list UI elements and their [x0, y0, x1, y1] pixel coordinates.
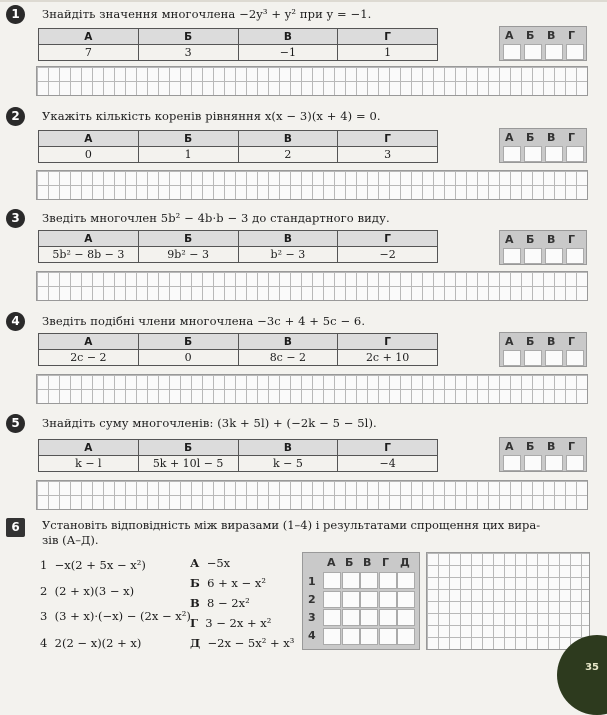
matrix-answer-cell[interactable]	[379, 609, 397, 626]
result-item	[190, 596, 250, 610]
answer-letter: Г	[568, 131, 576, 144]
option-value: k − l	[39, 456, 139, 472]
option-letter: Г	[338, 334, 438, 350]
answer-cell[interactable]	[566, 455, 584, 471]
expression-label: 3	[40, 609, 48, 623]
result-label: Д	[190, 636, 201, 650]
answer-letter: Б	[526, 440, 535, 453]
option-letter: В	[238, 29, 338, 45]
expression-item	[40, 584, 134, 598]
result-item	[190, 616, 271, 630]
option-letter: А	[39, 231, 139, 247]
scratch-grid[interactable]	[426, 552, 590, 650]
answer-box	[499, 332, 587, 367]
matrix-answer-cell[interactable]	[360, 628, 378, 645]
answer-cell[interactable]	[545, 248, 563, 264]
answer-cell[interactable]	[503, 44, 521, 60]
answer-cell[interactable]	[503, 248, 521, 264]
answer-cell[interactable]	[503, 455, 521, 471]
answer-cell[interactable]	[524, 44, 542, 60]
matrix-answer-cell[interactable]	[397, 572, 415, 589]
expression-text: (2 + x)(3 − x)	[54, 584, 135, 598]
matrix-col-label: А	[327, 556, 336, 569]
option-letter: Б	[138, 440, 238, 456]
matrix-answer-cell[interactable]	[360, 591, 378, 608]
scratch-grid[interactable]	[36, 480, 588, 510]
option-letter: Г	[338, 231, 438, 247]
expression-text: −x(2 + 5x − x²)	[54, 558, 146, 572]
matrix-row-label: 3	[308, 611, 316, 624]
answer-cell[interactable]	[566, 248, 584, 264]
scratch-grid[interactable]	[36, 66, 588, 96]
expression-text: 2(2 − x)(2 + x)	[54, 636, 142, 650]
answer-letter: Г	[568, 440, 576, 453]
options-table	[38, 230, 438, 263]
matrix-col-label: В	[363, 556, 372, 569]
answer-letter: Г	[568, 29, 576, 42]
answer-letter: Г	[568, 335, 576, 348]
answer-letter: В	[547, 29, 556, 42]
result-item	[190, 636, 294, 650]
answer-cell[interactable]	[566, 350, 584, 366]
answer-cell[interactable]	[566, 44, 584, 60]
expression-item	[40, 558, 146, 572]
task-number-badge: 3	[6, 209, 25, 228]
answer-letter: А	[505, 233, 514, 246]
option-letter: В	[238, 231, 338, 247]
matrix-row-label: 4	[308, 629, 316, 642]
answer-cell[interactable]	[545, 350, 563, 366]
result-label: Г	[190, 616, 198, 630]
expression-label: 2	[40, 584, 48, 598]
option-value: b² − 3	[238, 247, 338, 263]
matrix-answer-cell[interactable]	[360, 572, 378, 589]
options-table	[38, 439, 438, 472]
answer-letter: В	[547, 335, 556, 348]
option-value: 2c + 10	[338, 350, 438, 366]
task-question-line: зів (А–Д).	[42, 533, 99, 547]
matrix-col-label: Б	[345, 556, 354, 569]
matrix-answer-cell[interactable]	[323, 628, 341, 645]
options-table	[38, 28, 438, 61]
option-value: k − 5	[238, 456, 338, 472]
result-item	[190, 576, 266, 590]
option-value: 5k + 10l − 5	[138, 456, 238, 472]
answer-cell[interactable]	[566, 146, 584, 162]
options-table	[38, 130, 438, 163]
option-letter: Г	[338, 131, 438, 147]
answer-letter: Б	[526, 131, 535, 144]
option-letter: Б	[138, 29, 238, 45]
expression-item	[40, 636, 141, 650]
task-question: Укажіть кількість коренів рівняння x(x − 3)(x + 4) = 0.	[42, 109, 381, 123]
answer-letter: А	[505, 131, 514, 144]
matrix-answer-cell[interactable]	[342, 628, 360, 645]
matrix-col-label: Д	[400, 556, 410, 569]
scratch-grid[interactable]	[36, 271, 588, 301]
options-table	[38, 333, 438, 366]
option-letter: Б	[138, 131, 238, 147]
matrix-answer-cell[interactable]	[379, 591, 397, 608]
option-value: 1	[338, 45, 438, 61]
option-value: −1	[238, 45, 338, 61]
answer-cell[interactable]	[524, 455, 542, 471]
option-letter: Б	[138, 334, 238, 350]
option-letter: Г	[338, 29, 438, 45]
answer-letter: А	[505, 335, 514, 348]
answer-box	[499, 230, 587, 265]
matrix-row-label: 1	[308, 575, 316, 588]
option-letter: Б	[138, 231, 238, 247]
answer-box	[499, 128, 587, 163]
matrix-col-label: Г	[382, 556, 390, 569]
answer-letter: А	[505, 440, 514, 453]
page-number: 35	[585, 662, 599, 673]
matrix-answer-cell[interactable]	[323, 591, 341, 608]
matrix-answer-cell[interactable]	[342, 591, 360, 608]
answer-cell[interactable]	[524, 248, 542, 264]
option-letter: А	[39, 440, 139, 456]
page-top-edge	[0, 0, 607, 2]
option-letter: А	[39, 131, 139, 147]
matrix-answer-cell[interactable]	[323, 572, 341, 589]
task-question: Знайдіть суму многочленів: (3k + 5l) + (−2k − 5 − 5l).	[42, 416, 377, 430]
matrix-answer-cell[interactable]	[397, 591, 415, 608]
answer-cell[interactable]	[524, 146, 542, 162]
answer-cell[interactable]	[545, 146, 563, 162]
option-value: 3	[138, 45, 238, 61]
task-number-badge: 6	[6, 518, 25, 537]
answer-cell[interactable]	[545, 44, 563, 60]
answer-letter: В	[547, 233, 556, 246]
result-text: 3 − 2x + x²	[205, 616, 272, 630]
matrix-answer-cell[interactable]	[379, 628, 397, 645]
task-number-badge: 1	[6, 5, 25, 24]
answer-matrix	[302, 552, 420, 650]
option-value: 0	[138, 350, 238, 366]
answer-letter: Б	[526, 29, 535, 42]
result-text: 6 + x − x²	[207, 576, 266, 590]
option-value: 2c − 2	[39, 350, 139, 366]
option-letter: Г	[338, 440, 438, 456]
scratch-grid[interactable]	[36, 170, 588, 200]
task-question-line: Установіть відповідність між виразами (1–4) і результатами спрощення цих вира-	[42, 518, 541, 532]
answer-letter: А	[505, 29, 514, 42]
option-letter: А	[39, 334, 139, 350]
matrix-answer-cell[interactable]	[342, 572, 360, 589]
answer-box	[499, 26, 587, 61]
option-value: 7	[39, 45, 139, 61]
answer-letter: Б	[526, 335, 535, 348]
scratch-grid[interactable]	[36, 374, 588, 404]
task-question: Знайдіть значення многочлена −2y³ + y² при y = −1.	[42, 7, 372, 21]
option-letter: В	[238, 131, 338, 147]
result-label: А	[190, 556, 200, 570]
task-number-badge: 5	[6, 414, 25, 433]
expression-label: 1	[40, 558, 48, 572]
result-text: −2x − 5x² + x³	[207, 636, 295, 650]
expression-label: 4	[40, 636, 48, 650]
matrix-answer-cell[interactable]	[323, 609, 341, 626]
result-text: 8 − 2x²	[207, 596, 250, 610]
option-value: −4	[338, 456, 438, 472]
answer-letter: Б	[526, 233, 535, 246]
answer-letter: В	[547, 131, 556, 144]
expression-text: (3 + x)·(−x) − (2x − x²)	[54, 609, 191, 623]
option-value: 8c − 2	[238, 350, 338, 366]
option-letter: В	[238, 334, 338, 350]
matrix-answer-cell[interactable]	[342, 609, 360, 626]
task-number-badge: 4	[6, 312, 25, 331]
answer-cell[interactable]	[503, 146, 521, 162]
option-letter: А	[39, 29, 139, 45]
option-letter: В	[238, 440, 338, 456]
task-question: Зведіть многочлен 5b² − 4b·b − 3 до стандартного виду.	[42, 211, 390, 225]
answer-letter: В	[547, 440, 556, 453]
option-value: 3	[338, 147, 438, 163]
matrix-answer-cell[interactable]	[397, 628, 415, 645]
task-question: Зведіть подібні члени многочлена −3c + 4 + 5c − 6.	[42, 314, 366, 328]
matrix-answer-cell[interactable]	[397, 609, 415, 626]
option-value: −2	[338, 247, 438, 263]
answer-cell[interactable]	[545, 455, 563, 471]
result-label: Б	[190, 576, 200, 590]
expression-item	[40, 609, 191, 623]
option-value: 1	[138, 147, 238, 163]
answer-letter: Г	[568, 233, 576, 246]
option-value: 9b² − 3	[138, 247, 238, 263]
answer-cell[interactable]	[503, 350, 521, 366]
option-value: 5b² − 8b − 3	[39, 247, 139, 263]
result-item	[190, 556, 230, 570]
option-value: 2	[238, 147, 338, 163]
matrix-answer-cell[interactable]	[360, 609, 378, 626]
answer-cell[interactable]	[524, 350, 542, 366]
matrix-answer-cell[interactable]	[379, 572, 397, 589]
answer-box	[499, 437, 587, 472]
task-number-badge: 2	[6, 107, 25, 126]
result-label: В	[190, 596, 200, 610]
option-value: 0	[39, 147, 139, 163]
result-text: −5x	[206, 556, 231, 570]
matrix-row-label: 2	[308, 593, 316, 606]
